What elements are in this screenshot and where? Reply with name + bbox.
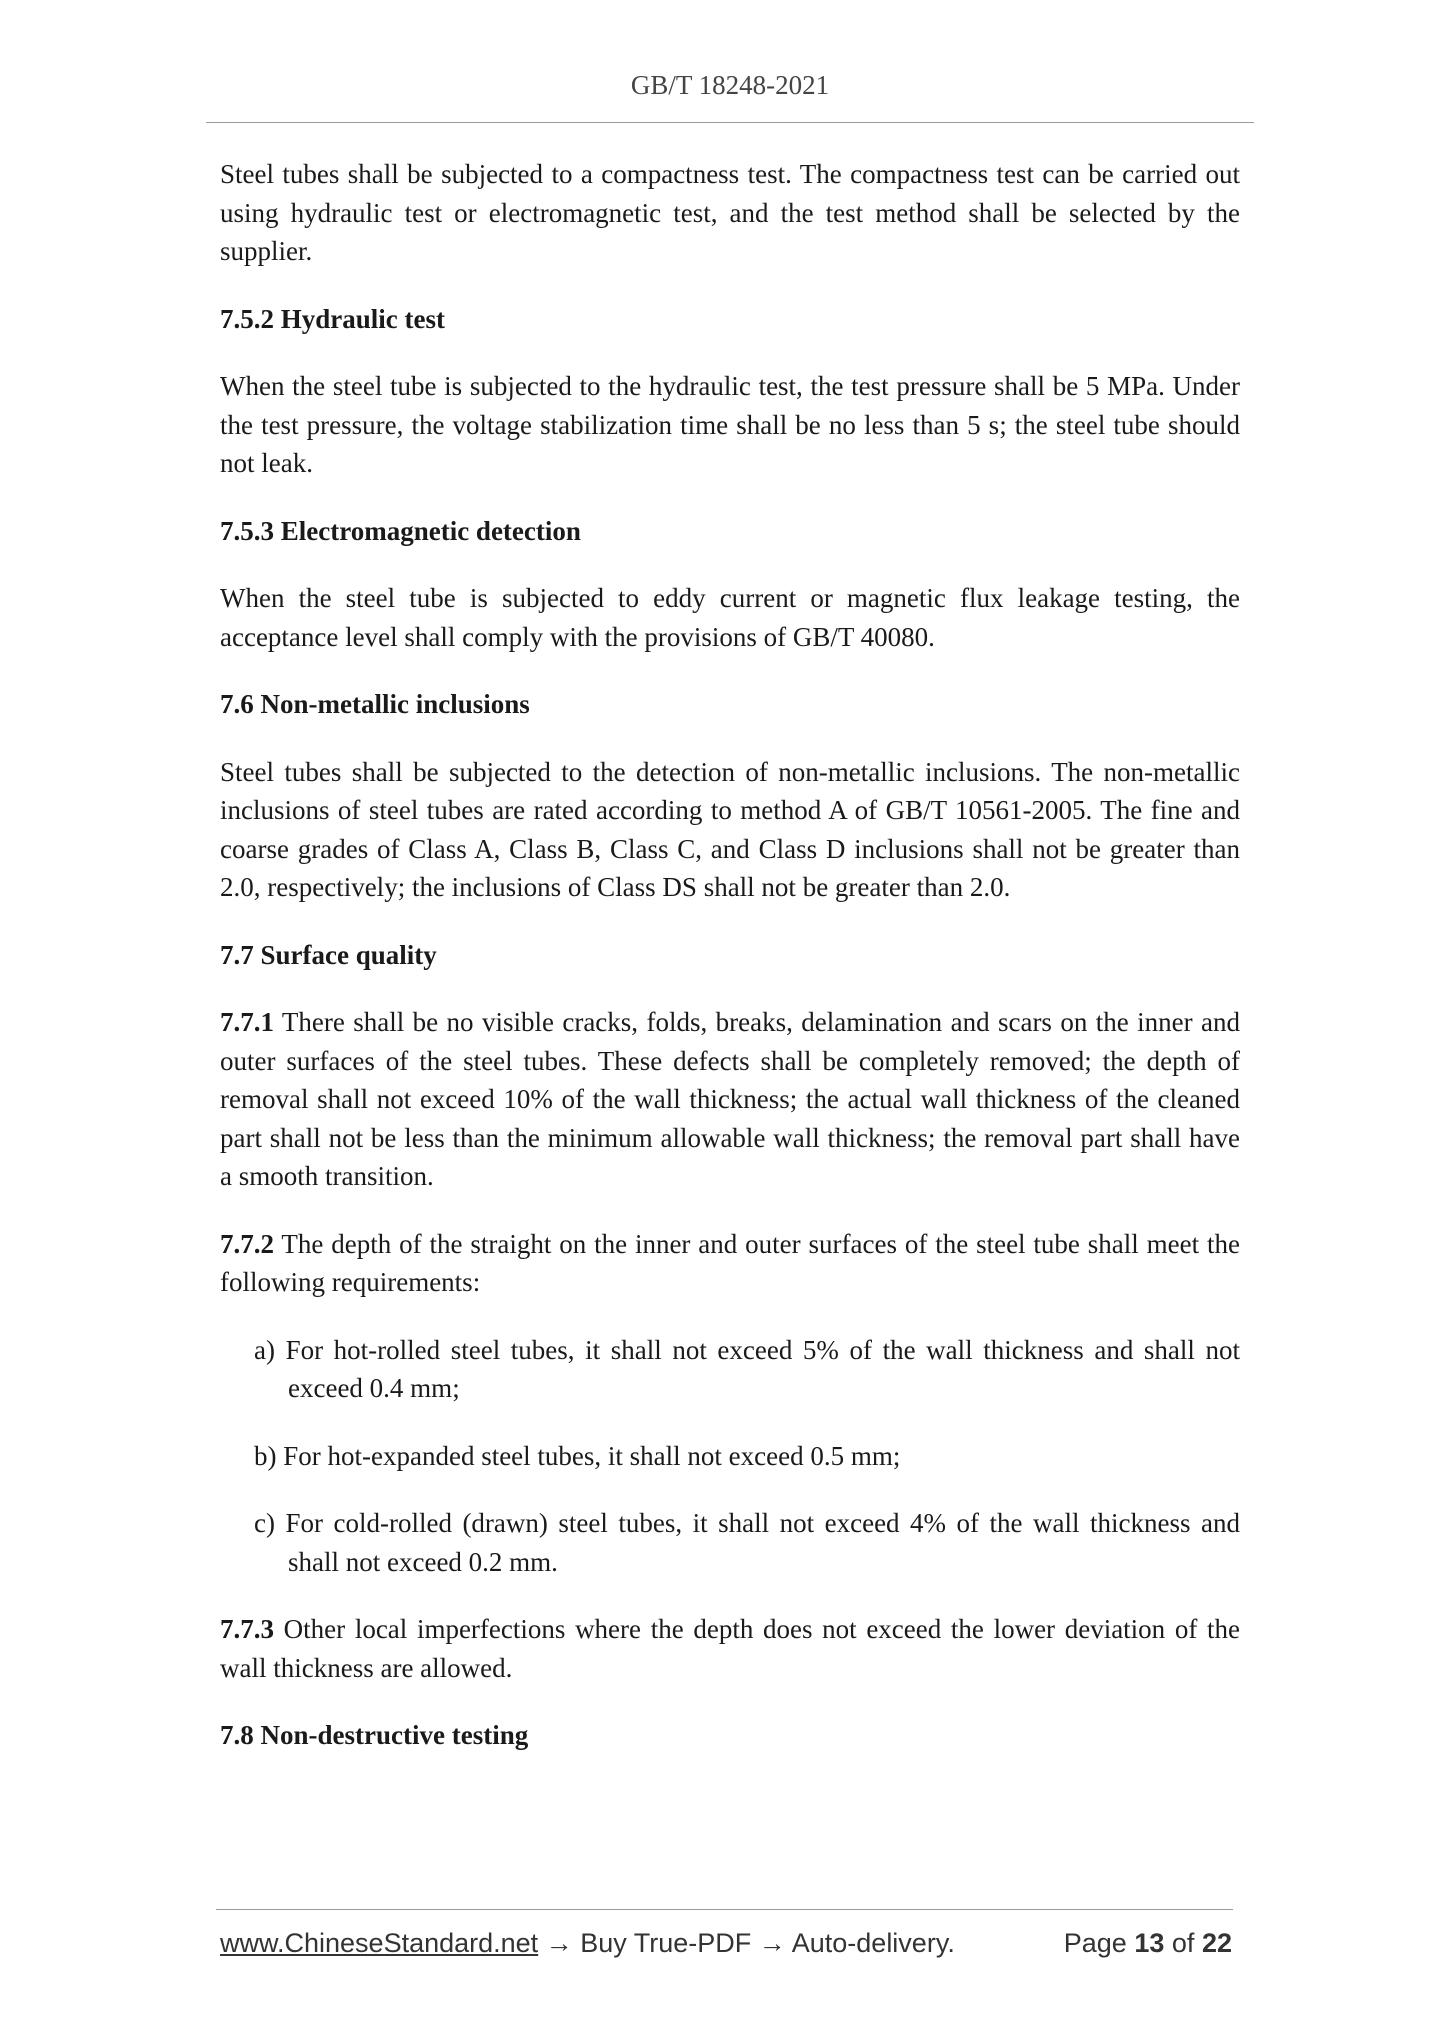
clause-text: There shall be no visible cracks, folds, breaks, delamination and scars on the inner and outer surfaces of the steel tubes. These defects shall be completely removed; the depth of removal shall not exceed 10% of the wall thickness; the actual wall thickness of the cleaned part shall not be less than the minimum allowable wall thickness; the removal part shall have a smooth transition. xyxy=(220,1007,1240,1191)
clause-7-7-1 xyxy=(220,1003,1240,1196)
page-content xyxy=(220,155,1240,1784)
clause-7-7-3 xyxy=(220,1610,1240,1687)
electromagnetic-paragraph: When the steel tube is subjected to eddy current or magnetic flux leakage testing, the acceptance level shall comply with the provisions of GB/T 40080. xyxy=(220,583,1240,652)
page-label: Page xyxy=(1063,1928,1127,1958)
intro-paragraph: Steel tubes shall be subjected to a compactness test. The compactness test can be carried out using hydraulic test or electromagnetic test, and the test method shall be selected by the supplier. xyxy=(220,159,1240,266)
header-divider xyxy=(206,122,1254,123)
website-link[interactable]: www.ChineseStandard.net xyxy=(220,1928,539,1958)
page-indicator xyxy=(1064,1928,1232,1959)
current-page-number: 13 xyxy=(1134,1928,1165,1958)
clause-7-7-2 xyxy=(220,1225,1240,1302)
document-code-header: GB/T 18248-2021 xyxy=(630,70,830,100)
list-item: c) For cold-rolled (drawn) steel tubes, it shall not exceed 4% of the wall thickness and shall not exceed 0.2 mm. xyxy=(254,1508,1240,1577)
clause-text: Other local imperfections where the depth does not exceed the lower deviation of the wall thickness are allowed. xyxy=(220,1614,1240,1683)
footer-tagline: → Buy True-PDF → Auto-delivery. xyxy=(538,1928,955,1958)
hydraulic-test-paragraph: When the steel tube is subjected to the hydraulic test, the test pressure shall be 5 MPa. Under the test pressure, the voltage stabilization time shall be no less than 5 s; the steel tube should not leak. xyxy=(220,371,1240,478)
section-heading-7-5-2: 7.5.2 Hydraulic test xyxy=(220,303,445,334)
section-heading-7-7: 7.7 Surface quality xyxy=(220,939,437,970)
section-heading-7-6: 7.6 Non-metallic inclusions xyxy=(220,689,530,719)
clause-number: 7.7.2 xyxy=(220,1228,274,1259)
list-item: a) For hot-rolled steel tubes, it shall not exceed 5% of the wall thickness and shall not exceed 0.4 mm; xyxy=(254,1334,1240,1403)
footer-divider xyxy=(216,1909,1233,1910)
clause-number: 7.7.1 xyxy=(220,1007,274,1037)
list-item: b) For hot-expanded steel tubes, it shall not exceed 0.5 mm; xyxy=(254,1440,901,1471)
clause-text: The depth of the straight on the inner and outer surfaces of the steel tube shall meet the following requirements: xyxy=(220,1228,1240,1297)
clause-number: 7.7.3 xyxy=(220,1614,274,1644)
section-heading-7-5-3: 7.5.3 Electromagnetic detection xyxy=(220,515,581,546)
of-label: of xyxy=(1171,1928,1195,1958)
inclusions-paragraph: Steel tubes shall be subjected to the detection of non-metallic inclusions. The non-metallic inclusions of steel tubes are rated according to method A of GB/T 10561-2005. The fine and coarse grades of Class A, Class B, Class C, and Class D inclusions shall not be greater than 2.0, respectively; the inclusions of Class DS shall not be greater than 2.0. xyxy=(220,756,1240,902)
footer-promo xyxy=(220,1928,955,1959)
total-pages-number: 22 xyxy=(1201,1928,1232,1958)
section-heading-7-8: 7.8 Non-destructive testing xyxy=(220,1720,529,1750)
